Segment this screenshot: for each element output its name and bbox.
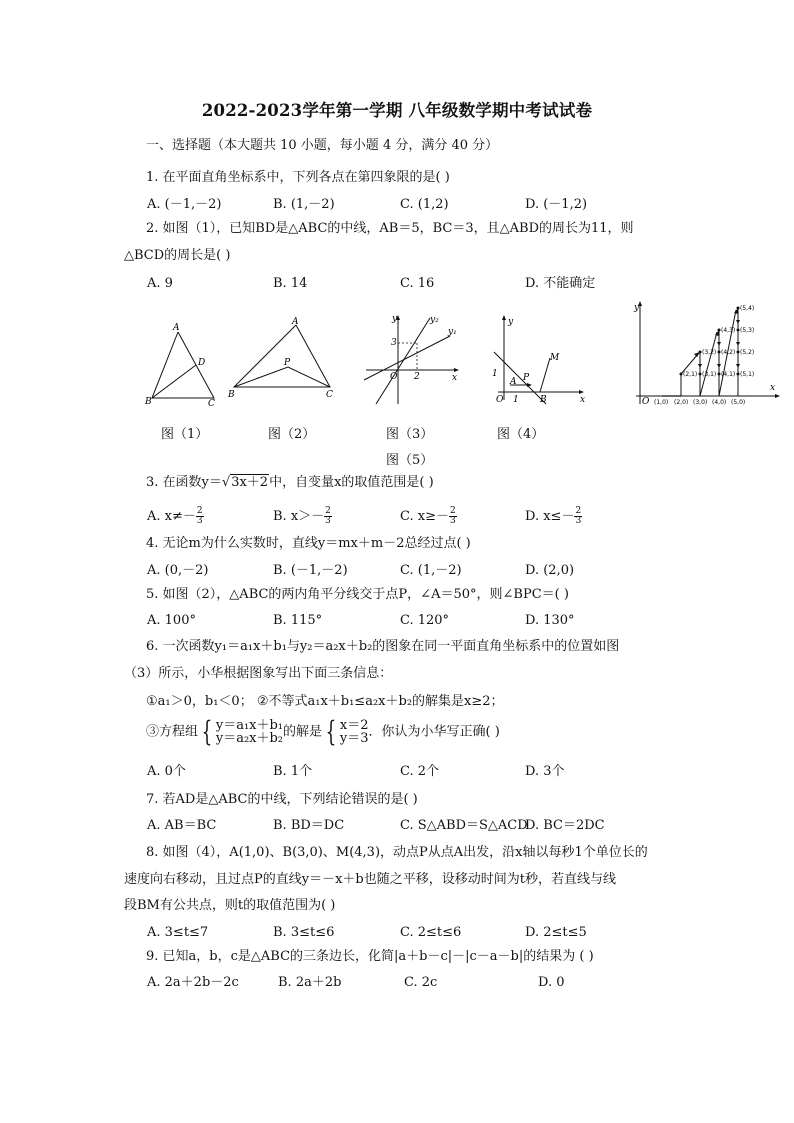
q6-stem-line1: 6. 一次函数y₁＝a₁x＋b₁与y₂＝a₂x＋b₂的图象在同一平面直角坐标系中的位置如图 — [146, 639, 620, 654]
fig1-label-c: C — [208, 399, 215, 409]
figure-2-triangle — [226, 315, 338, 405]
q8-stem-line2: 速度向右移动，且过点P的直线y＝－x＋b也随之平移，设移动时间为t秒，若直线与线 — [124, 872, 616, 887]
q5-option-c: C. 120° — [400, 613, 450, 628]
q3-stem-pre: 3. 在函数y＝ — [146, 475, 222, 490]
fig4-label-y: y — [508, 317, 514, 327]
fig4-label-1x: 1 — [513, 395, 519, 405]
fig5-pt-3-0: (3,0) — [693, 399, 708, 406]
fig3-label-y1: y₁ — [448, 327, 457, 337]
fig4-label-1y: 1 — [492, 369, 498, 379]
q4-option-b: B. (－1,－2) — [273, 563, 348, 578]
figure-4-graph — [484, 312, 590, 408]
q2-option-a: A. 9 — [147, 276, 173, 291]
fig3-label-y: y — [392, 314, 398, 324]
fig4-label-a: A — [510, 377, 517, 387]
fig3-label-2: 2 — [414, 372, 420, 382]
q7-option-c: C. S△ABD＝S△ACD — [400, 818, 528, 833]
fig4-label-m: M — [550, 353, 560, 363]
q3-option-c: C. x≥－ $\frac{2}{3}$ — [400, 506, 456, 526]
fig5-pt-5-3: (5,3) — [740, 327, 755, 334]
q2-stem-line2: △BCD的周长是( ) — [124, 248, 231, 263]
q2-option-d: D. 不能确定 — [525, 276, 596, 291]
q4-option-a: A. (0,－2) — [147, 563, 209, 578]
fig5-pt-5-2: (5,2) — [740, 349, 755, 356]
q3-stem-post: 中，自变量x的取值范围是( ) — [269, 475, 434, 490]
fig3-label-y2: y₂ — [430, 315, 439, 325]
fig3-label-x: x — [452, 373, 458, 383]
fig2-label-a: A — [292, 317, 299, 327]
fig5-pt-4-0: (4,0) — [712, 399, 727, 406]
fig1-label-d: D — [198, 358, 206, 368]
fig4-label-x: x — [580, 395, 586, 405]
q4-stem: 4. 无论m为什么实数时，直线y＝mx＋m－2总经过点( ) — [146, 536, 471, 551]
q5-option-d: D. 130° — [525, 613, 575, 628]
q6-info-1-2: ①a₁＞0，b₁＜0； ②不等式a₁x＋b₁≤a₂x＋b₂的解集是x≥2； — [146, 694, 504, 709]
q9-option-d: D. 0 — [538, 975, 565, 990]
q2-option-c: C. 16 — [400, 276, 435, 291]
q8-stem-line3: 段BM有公共点，则t的取值范围为( ) — [124, 898, 336, 913]
fig2-label-p: P — [284, 358, 291, 368]
figure-4-caption: 图（4） — [497, 427, 545, 442]
figure-5-lattice — [626, 290, 784, 420]
q3-radicand: 3x＋2 — [231, 475, 269, 490]
q9-stem: 9. 已知a，b，c是△ABC的三条边长，化简|a＋b－c|－|c－a－b|的结果为 ( ) — [146, 949, 594, 964]
q6-option-c: C. 2个 — [400, 764, 440, 779]
fig1-label-b: B — [145, 397, 152, 407]
figure-3-caption: 图（3） — [386, 427, 434, 442]
fig5-label-o: O — [642, 397, 650, 407]
fig5-pt-5-1: (5,1) — [740, 371, 755, 378]
fig3-label-3: 3 — [391, 338, 397, 348]
figure-2-caption: 图（2） — [268, 427, 316, 442]
q8-option-c: C. 2≤t≤6 — [400, 925, 462, 940]
q7-stem: 7. 若AD是△ABC的中线，下列结论错误的是( ) — [146, 792, 418, 807]
q3-stem: 3. 在函数y＝√3x＋2中，自变量x的取值范围是( ) — [146, 475, 434, 490]
q3-option-a: A. x≠－ $\frac{2}{3}$ — [147, 506, 203, 526]
q4-option-c: C. (1,－2) — [400, 563, 462, 578]
q4-option-d: D. (2,0) — [525, 563, 575, 578]
q9-option-a: A. 2a＋2b－2c — [147, 975, 239, 990]
figure-1-triangle — [140, 318, 220, 408]
fig5-pt-2-1: (2,1) — [683, 371, 698, 378]
q8-option-a: A. 3≤t≤7 — [147, 925, 209, 940]
q1-option-c: C. (1,2) — [400, 197, 449, 212]
fig2-label-b: B — [228, 390, 235, 400]
fig5-pt-4-3: (4,3) — [721, 327, 736, 334]
q1-option-a: A. (－1,－2) — [147, 197, 222, 212]
q1-option-d: D. (－1,2) — [525, 197, 588, 212]
fig5-pt-3-2: (3,2) — [702, 349, 717, 356]
fig2-label-c: C — [326, 390, 333, 400]
figure-3-graph — [362, 312, 462, 410]
fig5-pt-4-1: (4,1) — [721, 371, 736, 378]
section-heading: 一、选择题（本大题共 10 小题，每小题 4 分，满分 40 分） — [146, 138, 499, 153]
fig5-pt-1-0: (1,0) — [654, 399, 669, 406]
fig4-label-p: P — [523, 373, 530, 383]
q3-option-d: D. x≤－ $\frac{2}{3}$ — [525, 506, 582, 526]
q2-stem-line1: 2. 如图（1），已知BD是△ABC的中线，AB＝5，BC＝3，且△ABD的周长为11，则 — [146, 221, 634, 236]
fig4-label-b: B — [540, 395, 547, 405]
q7-option-d: D. BC＝2DC — [525, 818, 605, 833]
fig5-pt-2-0: (2,0) — [674, 399, 689, 406]
figure-1-caption: 图（1） — [161, 427, 209, 442]
q6-option-d: D. 3个 — [525, 764, 565, 779]
figure-5-caption: 图（5） — [386, 453, 434, 468]
q6-option-b: B. 1个 — [273, 764, 313, 779]
fig5-pt-3-1: (3,1) — [702, 371, 717, 378]
q2-option-b: B. 14 — [273, 276, 308, 291]
fig4-label-o: O — [496, 395, 504, 405]
q7-option-a: A. AB＝BC — [147, 818, 217, 833]
q6-option-a: A. 0个 — [147, 764, 186, 779]
q9-option-b: B. 2a＋2b — [278, 975, 342, 990]
exam-title: 2022-2023学年第一学期 八年级数学期中考试试卷 — [201, 101, 593, 120]
q5-option-b: B. 115° — [273, 613, 323, 628]
fig5-label-y: y — [634, 303, 640, 313]
q5-stem: 5. 如图（2），△ABC的两内角平分线交于点P，∠A＝50°，则∠BPC＝( ) — [146, 587, 569, 602]
q6-stem-line2: （3）所示，小华根据图象写出下面三条信息： — [124, 666, 393, 681]
fig5-pt-4-2: (4,2) — [721, 349, 736, 356]
q9-option-c: C. 2c — [404, 975, 438, 990]
fig5-pt-5-4: (5,4) — [740, 305, 755, 312]
q3-option-b: B. x＞－ $\frac{2}{3}$ — [273, 506, 331, 526]
q7-option-b: B. BD＝DC — [273, 818, 345, 833]
q5-option-a: A. 100° — [147, 613, 196, 628]
q1-option-b: B. (1,－2) — [273, 197, 335, 212]
fig1-label-a: A — [173, 323, 180, 333]
fig5-label-x: x — [770, 383, 776, 393]
q8-option-d: D. 2≤t≤5 — [525, 925, 587, 940]
q6-info-3: ③方程组 { y＝a₁x＋b₁ y＝a₂x＋b₂ 的解是 { x＝2 y＝3 ．你认为小华写正确( ) — [146, 715, 500, 748]
q8-option-b: B. 3≤t≤6 — [273, 925, 335, 940]
fig5-pt-5-0: (5,0) — [731, 399, 746, 406]
q8-stem-line1: 8. 如图（4），A(1,0)、B(3,0)、M(4,3)，动点P从点A出发，沿x轴以每秒1个单位长的 — [146, 845, 648, 860]
fig3-label-o: O — [390, 372, 398, 382]
q1-stem: 1. 在平面直角坐标系中，下列各点在第四象限的是( ) — [146, 170, 450, 185]
